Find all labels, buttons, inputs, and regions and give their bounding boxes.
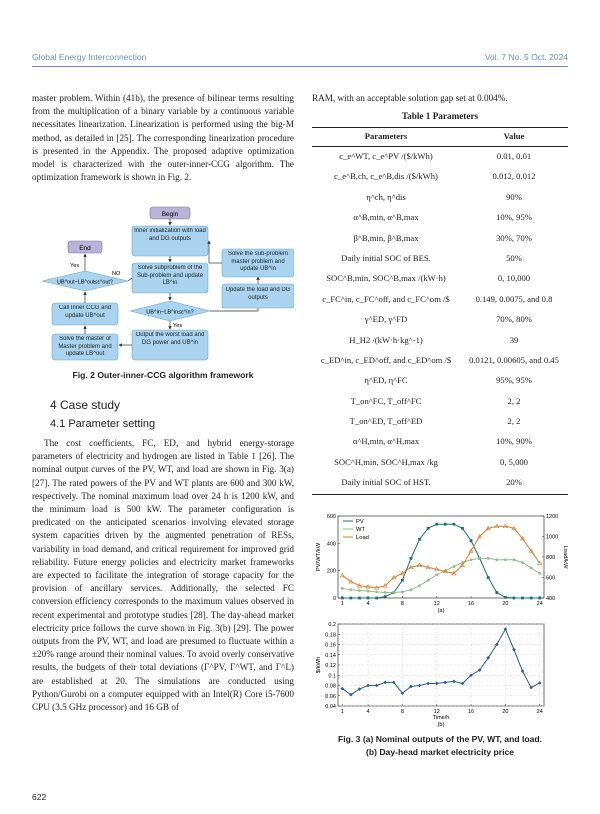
data-point (478, 557, 481, 560)
data-point (512, 648, 516, 652)
panel-label: (b) (437, 722, 445, 728)
issue-info: Vol. 7 No. 5 Oct. 2024 (484, 52, 568, 62)
legend-label: WT (356, 527, 366, 533)
y-right-tick-label: 600 (546, 575, 556, 582)
data-point (401, 590, 404, 593)
param-cell: SOC^B,min, SOC^B,max /(kW·h) (326, 273, 446, 284)
value-cell: 0.149, 0.0075, and 0.8 (475, 293, 553, 304)
data-point (538, 572, 541, 575)
param-cell: γ^ED, γ^FD (364, 314, 408, 325)
value-cell: 0.0121, 0.00605, and 0.45 (469, 354, 559, 365)
table-row (312, 432, 568, 452)
table-row (312, 371, 568, 391)
output-label: Output the worst load and DG power and UB^in (135, 332, 205, 346)
running-header (32, 52, 568, 66)
data-point (392, 591, 395, 594)
data-point (530, 567, 533, 570)
data-point (410, 588, 413, 591)
value-cell: 10%, 90% (496, 436, 532, 447)
value-cell: 30%, 70% (496, 232, 532, 243)
param-cell: SOC^H,min, SOC^H,max /kg (334, 456, 438, 467)
yes-label-outer: Yes (70, 263, 80, 269)
data-point (452, 523, 455, 526)
data-point (513, 558, 516, 561)
y-tick-label: 0.14 (325, 652, 336, 659)
y-tick-label: 0 (332, 596, 336, 602)
data-point (375, 590, 378, 593)
table-row (312, 310, 568, 330)
x-tick-label: 16 (467, 709, 475, 715)
parameter-paragraph-wrap (32, 437, 294, 714)
value-cell: 2, 2 (507, 416, 521, 427)
end-label: End (79, 245, 91, 252)
data-point (418, 684, 422, 688)
param-cell: c_FC^in, c_FC^off, and c_FC^om /$ (322, 293, 450, 304)
data-point (521, 669, 525, 673)
data-point (495, 558, 498, 561)
value-cell: 95%, 95% (496, 375, 532, 386)
data-point (358, 597, 361, 600)
data-point (435, 573, 438, 576)
data-point (341, 597, 344, 600)
data-point (435, 682, 439, 686)
sub-master-label: Solve the sub-problem master problem and update UB^in (227, 251, 289, 272)
data-point (444, 523, 447, 526)
x-tick-label: 20 (502, 709, 509, 715)
y-tick-label: 0.06 (325, 693, 336, 700)
table-row (312, 269, 568, 289)
value-cell: 39 (509, 334, 519, 345)
data-point (504, 558, 507, 561)
init-label: Inner initialization with load and DG outputs (134, 228, 206, 242)
y-tick-label: 0.16 (325, 642, 336, 649)
value-cell: 0.01, 0.01 (496, 151, 532, 161)
value-cell: 0, 5,000 (500, 456, 528, 467)
param-cell: c_ED^in, c_ED^off, and c_ED^om /$ (320, 354, 452, 365)
paragraph-linearization: master problem. Within (41b), the presence of bilinear terms resulting from the multiplication of a binary variable by a continuous variable necessitates linearization. Linearization is performed using the big-M method, as detailed in [25]. The corresponding linearization procedure is presented in the Appendix. The proposed adaptive optimization model is characterized with the outer-inner-CCG algorithm. The optimization framework is shown in Fig. 2. (32, 93, 294, 183)
x-tick-label: 1 (340, 601, 344, 607)
data-point (401, 579, 404, 582)
data-point (418, 584, 421, 587)
param-cell: η^ED, η^FC (364, 375, 408, 386)
x-tick-label: 24 (536, 709, 543, 715)
param-cell: β^B,min, β^B,max (353, 232, 419, 243)
x-tick-label: 12 (433, 601, 440, 607)
y-tick-label: 600 (326, 514, 336, 520)
x-tick-label: 4 (366, 709, 370, 715)
data-point (366, 684, 370, 688)
y-tick-label: 0.1 (328, 673, 336, 680)
table-row (312, 453, 568, 473)
data-point (435, 523, 438, 526)
x-tick-label: 16 (467, 601, 475, 607)
data-point (340, 573, 344, 577)
figure-2-caption: Fig. 2 Outer-inner-CCG algorithm framework (72, 370, 254, 380)
data-point (375, 597, 378, 600)
data-point (349, 588, 352, 591)
figure-3-caption (312, 733, 568, 759)
param-cell: Daily initial SOC of BES. (341, 252, 431, 263)
table-row (312, 147, 568, 167)
data-point (384, 595, 387, 598)
table-1-caption: Table 1 Parameters (401, 111, 479, 121)
data-point (495, 591, 498, 594)
header-rule (32, 66, 568, 67)
call-inner-label: Call Inner CCG and update UB^out (58, 305, 112, 319)
y-tick-label: 0.2 (328, 622, 336, 628)
subsection-heading: 4.1 Parameter setting (50, 418, 156, 430)
table-row (312, 392, 568, 412)
y-tick-label: 400 (326, 541, 336, 548)
panel-label: (a) (437, 608, 445, 614)
section-heading: 4 Case study (50, 398, 121, 412)
data-point (418, 538, 421, 541)
data-point (538, 681, 542, 685)
y-right-tick-label: 1200 (546, 514, 559, 520)
data-point (349, 597, 352, 600)
y-tick-label: 0.08 (325, 683, 336, 690)
nominal-output-chart (312, 512, 568, 620)
table-row (312, 188, 568, 208)
data-point (358, 589, 361, 592)
data-point (530, 597, 533, 600)
param-cell: c_e^B,ch, c_e^B,dis /($/kWh) (334, 171, 438, 182)
data-point (487, 557, 490, 560)
value-cell: 90% (506, 191, 522, 202)
data-point (383, 681, 387, 685)
data-point (470, 558, 473, 561)
x-tick-label: 24 (536, 601, 543, 607)
parameter-paragraph: The cost coefficients, FC, ED, and hybrid energy-storage parameters of electricity and hydrogen are listed in Table 1 [26]. The nominal output curves of the PV, WT, and load are shown in Fig. 3(a) [27]. The rated powers of the PV and WT plants are 600 and 300 kW, respectively. The nominal maximum load over 24 h is 1200 kW, and the minimum load is 500 kW. The parameter configuration is predicated on the anticipated scenarios involving elevated storage system capacities driven by the augmented penetration of RESs, variability in load demand, and critical requirement for improved grid reliability. Future energy policies and electricity market frameworks are expected to facilitate the integration of storage capacity for the provision of ancillary services. Additionally, the selected FC conversion efficiency corresponds to the maximum values observed in recent experimental and prototype studies [28]. The day-ahead market electricity price follows the curve shown in Fig. 3(b) [29]. The power outputs from the PV, WT, and load are presumed to fluctuate within a ±20% range around their nominal values. To avoid overly conservative results, the budgets of their total deviations (Γ^PV, Γ^WT, and Γ^L) are established at 20. The simulations are conducted using Python/Gurobi on a computer equipped with an Intel(R) Core i5-7600 CPU (3.5 GHz processor) and 16 GB of (32, 438, 294, 713)
yes-label-inner: Yes (173, 323, 183, 329)
param-cell: Daily initial SOC of HST. (341, 477, 431, 488)
flowchart-figure (32, 205, 294, 365)
y-axis-label: $/kWh (316, 656, 322, 674)
data-point (427, 527, 430, 530)
param-cell: α^H,min, α^H,max (352, 436, 420, 447)
data-point (521, 597, 524, 600)
inner-decision-label: UB^in−LB^in≤ε^in? (146, 309, 194, 316)
journal-name: Global Energy Interconnection (32, 52, 147, 62)
data-point (341, 587, 344, 590)
y-tick-label: 0.04 (325, 704, 336, 710)
series-line-load (342, 526, 539, 588)
y-right-tick-label: 400 (546, 596, 556, 602)
value-cell: 0, 10,000 (497, 273, 531, 284)
outer-decision-label: UB^out−LB^out≤ε^out? (57, 279, 113, 286)
param-cell: T_on^FC, T_off^FC (350, 395, 422, 406)
value-cell: 10%, 95% (496, 212, 532, 223)
series-line-price (342, 629, 539, 695)
data-point (487, 576, 490, 579)
legend-label: PV (356, 519, 364, 525)
data-point (504, 596, 507, 599)
table-row (312, 229, 568, 249)
data-point (427, 579, 430, 582)
x-axis-label: Time/h (432, 715, 450, 721)
y-axis-label: PV/WT/kW (316, 542, 322, 572)
y-tick-label: 0.18 (325, 632, 336, 639)
legend-label: Load (356, 535, 369, 541)
table-row (312, 331, 568, 351)
value-cell: 20% (506, 477, 522, 488)
data-point (538, 597, 541, 600)
ram-paragraph: RAM, with an acceptable solution gap set at 0.004%. (312, 93, 508, 103)
begin-label: Begin (161, 211, 179, 218)
data-point (426, 682, 430, 686)
table-row (312, 290, 568, 310)
y-tick-label: 200 (326, 568, 336, 575)
param-cell: α^B,min, α^B,max (353, 212, 419, 223)
x-tick-label: 12 (433, 709, 440, 715)
page-number: 622 (32, 792, 47, 802)
data-point (513, 597, 516, 600)
data-point (384, 591, 387, 594)
data-point (410, 557, 413, 560)
x-tick-label: 8 (400, 709, 404, 715)
table-header-row (312, 127, 568, 147)
table-header-parameters: Parameters (364, 131, 408, 141)
left-column (32, 92, 294, 184)
y-tick-label: 0.12 (325, 663, 336, 669)
table-row (312, 249, 568, 269)
data-point (452, 680, 456, 684)
plot-frame (338, 624, 544, 706)
y-right-axis-label: Load/kW (562, 545, 568, 569)
data-point (461, 527, 464, 530)
param-cell: T_on^ED, T_off^ED (349, 416, 423, 427)
x-tick-label: 4 (366, 601, 370, 607)
x-tick-label: 8 (400, 601, 404, 607)
value-cell: 70%, 80% (496, 314, 532, 325)
solve-sub-label: Solve subproblem of the Sub-problem and update LB^in (136, 265, 204, 286)
data-point (521, 561, 524, 564)
solve-master-label: Solve the master of Master problem and update LB^out (58, 336, 112, 357)
data-point (367, 597, 370, 600)
param-cell: η^ch, η^dis (366, 191, 406, 202)
table-row (312, 351, 568, 371)
x-tick-label: 1 (340, 709, 344, 715)
value-cell: 0.012, 0.012 (492, 171, 536, 182)
parameters-table (312, 127, 568, 495)
data-point (470, 539, 473, 542)
table-header-value: Value (503, 131, 525, 141)
electricity-price-chart (312, 620, 568, 730)
figure-3-caption-b: (b) Day-head market electricity price (365, 747, 515, 757)
param-cell: H_H2 /(kW·h·kg^-1) (349, 334, 423, 345)
data-point (443, 681, 447, 685)
value-cell: 50% (506, 252, 522, 263)
value-cell: 2, 2 (507, 395, 521, 406)
param-cell: c_e^WT, c_e^PV /($/kWh) (339, 151, 433, 161)
right-column (312, 92, 568, 105)
y-right-tick-label: 1000 (546, 534, 559, 541)
figure-3-caption-a: Fig. 3 (a) Nominal outputs of the PV, WT, and load. (337, 734, 543, 744)
data-point (367, 590, 370, 593)
y-right-tick-label: 800 (546, 555, 556, 561)
update-load-label: Update the load and DG outputs (225, 287, 291, 301)
data-point (375, 684, 379, 688)
x-tick-label: 20 (502, 601, 509, 607)
no-label-outer: NO (112, 271, 121, 277)
table-row (312, 167, 568, 187)
table-row (312, 473, 568, 494)
data-point (452, 565, 455, 568)
table-row (312, 412, 568, 432)
data-point (529, 686, 533, 690)
table-row (312, 208, 568, 228)
